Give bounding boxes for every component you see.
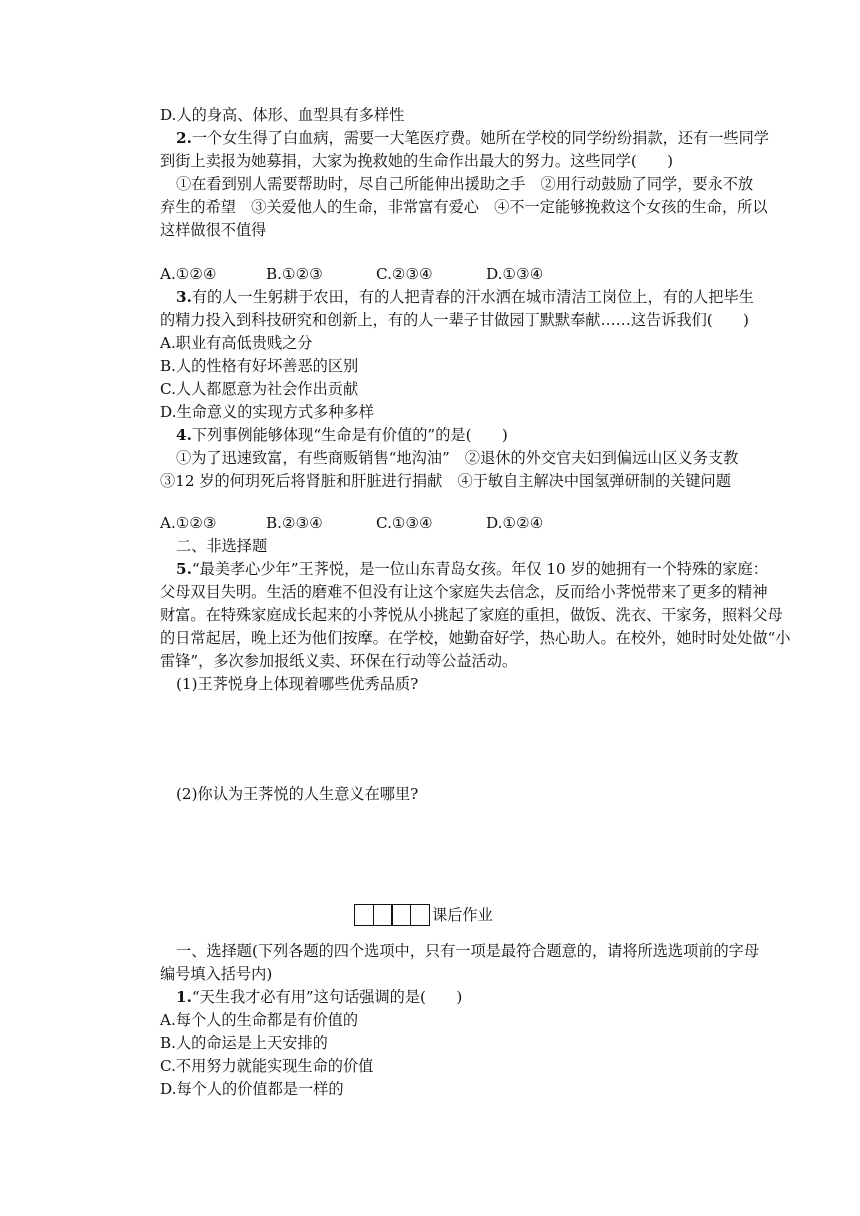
section-heading-non-choice: 二、非选择题 — [176, 537, 268, 555]
hw-q1-option-c: C.不用努力就能实现生命的价值 — [160, 1057, 374, 1075]
question-5-stem-cont: 的日常起居，晚上还为他们按摩。在学校，她勤奋好学，热心助人。在校外，她时时处处做“小 — [160, 629, 791, 647]
q3-option-a: A.职业有高低贵贱之分 — [160, 334, 313, 352]
hw-q1-option-a: A.每个人的生命都是有价值的 — [160, 1011, 359, 1029]
question-3-stem — [176, 286, 754, 308]
q3-option-d: D.生命意义的实现方式多种多样 — [160, 403, 374, 421]
option-b: B.①②③ — [266, 265, 323, 283]
section-title: 课后作业 — [432, 906, 493, 924]
header-box — [354, 904, 374, 926]
question-number: 2. — [176, 129, 192, 147]
question-2-statements-cont: 弃生的希望 ③关爱他人的生命，非常富有爱心 ④不一定能够挽救这个女孩的生命，所以 — [160, 198, 768, 216]
hw-q1-option-b: B.人的命运是上天安排的 — [160, 1034, 328, 1052]
question-5-stem — [176, 558, 768, 580]
question-text: “天生我才必有用”这句话强调的是( ) — [191, 988, 463, 1006]
option-d: D.①③④ — [486, 265, 544, 283]
option-c: C.①③④ — [376, 514, 433, 532]
question-number: 4. — [176, 426, 192, 444]
question-5-stem-cont: 财富。在特殊家庭成长起来的小荠悦从小挑起了家庭的重担，做饭、洗衣、干家务，照料父母 — [160, 606, 783, 624]
question-text: “最美孝心少年”王荠悦，是一位山东青岛女孩。年仅 10 岁的她拥有一个特殊的家庭： — [191, 560, 768, 578]
question-3-stem-cont: 的精力投入到科技研究和创新上，有的人一辈子甘做园丁默默奉献……这告诉我们( ) — [160, 311, 749, 329]
header-box — [391, 904, 411, 926]
question-5-stem-cont: 雷锋”，多次参加报纸义卖、环保在行动等公益活动。 — [160, 652, 518, 670]
option-c: C.②③④ — [376, 265, 433, 283]
question-2-statements: ①在看到别人需要帮助时，尽自己所能伸出援助之手 ②用行动鼓励了同学，要永不放 — [176, 175, 754, 193]
question-4-options — [160, 512, 543, 534]
q3-option-b: B.人的性格有好坏善恶的区别 — [160, 357, 359, 375]
question-5-stem-cont: 父母双目失明。生活的磨难不但没有让这个家庭失去信念，反而给小荠悦带来了更多的精神 — [160, 583, 768, 601]
question-number: 5. — [176, 560, 192, 578]
question-2-options — [160, 263, 543, 285]
question-2-stem-cont: 到街上卖报为她募捐，大家为挽救她的生命作出最大的努力。这些同学( ) — [160, 152, 674, 170]
header-box — [410, 904, 430, 926]
option-d: D.①②④ — [486, 514, 544, 532]
option-a: A.①②③ — [160, 514, 217, 532]
question-4-statements: ①为了迅速致富，有些商贩销售“地沟油” ②退休的外交官夫妇到偏远山区义务支教 — [176, 449, 739, 467]
choice-section-instructions-cont: 编号填入括号内) — [160, 965, 273, 983]
hw-q1-option-d: D.每个人的价值都是一样的 — [160, 1080, 344, 1098]
question-4-statements-cont: ③12 岁的何玥死后将肾脏和肝脏进行捐献 ④于敏自主解决中国氢弹研制的关键问题 — [160, 472, 731, 490]
q1-option-d: D.人的身高、体形、血型具有多样性 — [160, 106, 405, 124]
question-2-statements-cont: 这样做很不值得 — [160, 221, 267, 239]
question-4-stem — [176, 424, 508, 446]
question-2-stem — [176, 127, 769, 149]
question-number: 3. — [176, 288, 192, 306]
question-text: 一个女生得了白血病，需要一大笔医疗费。她所在学校的同学纷纷捐款，还有一些同学 — [191, 129, 769, 147]
homework-question-1-stem — [176, 986, 462, 1008]
option-a: A.①②④ — [160, 265, 217, 283]
sub-question-2: (2)你认为王荠悦的人生意义在哪里? — [176, 785, 419, 803]
question-number: 1. — [176, 988, 192, 1006]
question-text: 有的人一生躬耕于农田，有的人把青春的汗水洒在城市清洁工岗位上，有的人把毕生 — [191, 288, 754, 306]
question-text: 下列事例能够体现“生命是有价值的”的是( ) — [191, 426, 508, 444]
header-box — [373, 904, 393, 926]
q3-option-c: C.人人都愿意为社会作出贡献 — [160, 380, 359, 398]
choice-section-instructions: 一、选择题(下列各题的四个选项中，只有一项是最符合题意的，请将所选选项前的字母 — [176, 942, 760, 960]
sub-question-1: (1)王荠悦身上体现着哪些优秀品质? — [176, 675, 419, 693]
option-b: B.②③④ — [266, 514, 323, 532]
homework-section-header — [354, 898, 493, 926]
